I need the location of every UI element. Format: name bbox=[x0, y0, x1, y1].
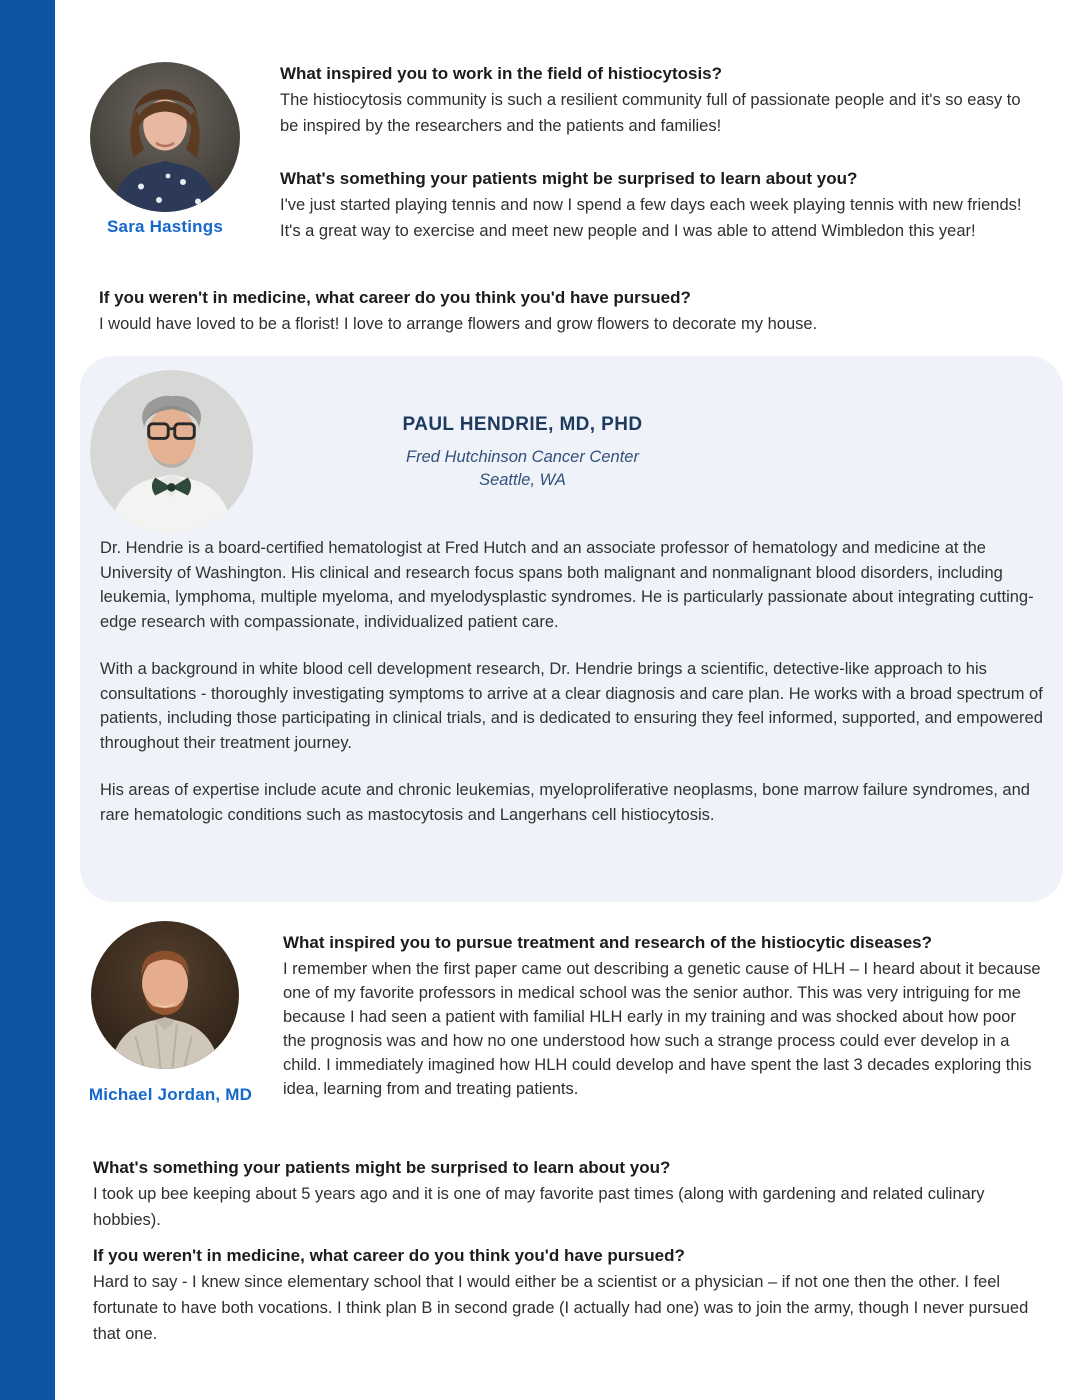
qa-item bbox=[280, 166, 1035, 244]
paul-hendrie-location: Seattle, WA bbox=[479, 471, 566, 489]
sara-qa-column bbox=[280, 61, 1035, 244]
sara-qa-fullwidth bbox=[99, 285, 1034, 337]
question-text: What's something your patients might be surprised to learn about you? bbox=[280, 169, 858, 188]
qa-item bbox=[93, 1243, 1035, 1347]
paul-hendrie-bio bbox=[100, 536, 1044, 827]
sara-hastings-avatar bbox=[90, 62, 240, 212]
qa-item bbox=[93, 1155, 1035, 1233]
bio-paragraph: His areas of expertise include acute and chronic leukemias, myeloproliferative neoplasms, bone marrow failure syndromes, and rare hematologic conditions such as mastocytosis and Langerhans cell histiocytosis. bbox=[100, 781, 1030, 824]
bio-paragraph: With a background in white blood cell development research, Dr. Hendrie brings a scientific, detective-like approach to his consultations - thoroughly investigating symptoms to arrive at a clear diagnosis and care plan. He works with a broad spectrum of patients, including those participating in clinical trials, and is dedicated to ensuring they feel informed, supported, and empowered throughout their treatment journey. bbox=[100, 660, 1043, 752]
answer-text: I remember when the first paper came out describing a genetic cause of HLH – I heard about it because one of my favorite professors in medical school was the senior author. This was very intriguing for me because I had seen a patient with familial HLH early in my training and was shocked about how poor the prognosis was and how no one understood how such a strange process could ever develop in a child. I immediately imagined how HLH could develop and have spent the last 3 decades exploring this idea, learning from and treating patients. bbox=[283, 960, 1041, 1098]
question-text: If you weren't in medicine, what career do you think you'd have pursued? bbox=[93, 1246, 685, 1265]
portrait-woman-icon bbox=[90, 62, 240, 212]
question-text: What's something your patients might be surprised to learn about you? bbox=[93, 1158, 671, 1177]
question-text: What inspired you to pursue treatment and research of the histiocytic diseases? bbox=[283, 933, 932, 952]
jordan-qa-fullwidth bbox=[93, 1155, 1035, 1347]
portrait-man-bowtie-icon bbox=[90, 370, 253, 533]
paul-hendrie-profile-card bbox=[80, 356, 1063, 902]
michael-jordan-avatar bbox=[91, 921, 239, 1069]
qa-item bbox=[283, 931, 1043, 1101]
answer-text: I took up bee keeping about 5 years ago and it is one of may favorite past times (along with gardening and related culinary hobbies). bbox=[93, 1185, 985, 1229]
portrait-man-beard-icon bbox=[91, 921, 239, 1069]
sara-hastings-name: Sara Hastings bbox=[107, 217, 223, 236]
paul-hendrie-affiliation: Fred Hutchinson Cancer Center bbox=[406, 448, 639, 466]
answer-text: I would have loved to be a florist! I love to arrange flowers and grow flowers to decorate my house. bbox=[99, 315, 818, 333]
paul-hendrie-avatar bbox=[90, 370, 253, 533]
qa-item bbox=[99, 285, 1034, 337]
question-text: If you weren't in medicine, what career do you think you'd have pursued? bbox=[99, 288, 691, 307]
left-accent-bar bbox=[0, 0, 55, 1400]
answer-text: The histiocytosis community is such a resilient community full of passionate people and it's so easy to be inspired by the researchers and the patients and families! bbox=[280, 91, 1021, 135]
paul-hendrie-header bbox=[360, 414, 685, 492]
qa-item bbox=[280, 61, 1035, 139]
paul-hendrie-name: PAUL HENDRIE, MD, PHD bbox=[402, 414, 643, 435]
bio-paragraph: Dr. Hendrie is a board-certified hematologist at Fred Hutch and an associate professor of hematology and medicine at the University of Washington. His clinical and research focus spans both malignant and nonmalignant blood disorders, including leukemia, lymphoma, multiple myeloma, and myelodysplastic syndromes. He is particularly passionate about integrating cutting-edge research with compassionate, individualized patient care. bbox=[100, 539, 1034, 631]
michael-jordan-name: Michael Jordan, MD bbox=[88, 1085, 253, 1104]
answer-text: I've just started playing tennis and now I spend a few days each week playing tennis with new friends! It's a great way to exercise and meet new people and I was able to attend Wimbledon this year! bbox=[280, 196, 1022, 240]
answer-text: Hard to say - I knew since elementary school that I would either be a scientist or a physician – if not one then the other. I feel fortunate to have both vocations. I think plan B in second grade (I actually had one) was to join the army, though I never pursued that one. bbox=[93, 1273, 1029, 1343]
jordan-qa-column bbox=[283, 931, 1043, 1101]
question-text: What inspired you to work in the field of histiocytosis? bbox=[280, 64, 723, 83]
